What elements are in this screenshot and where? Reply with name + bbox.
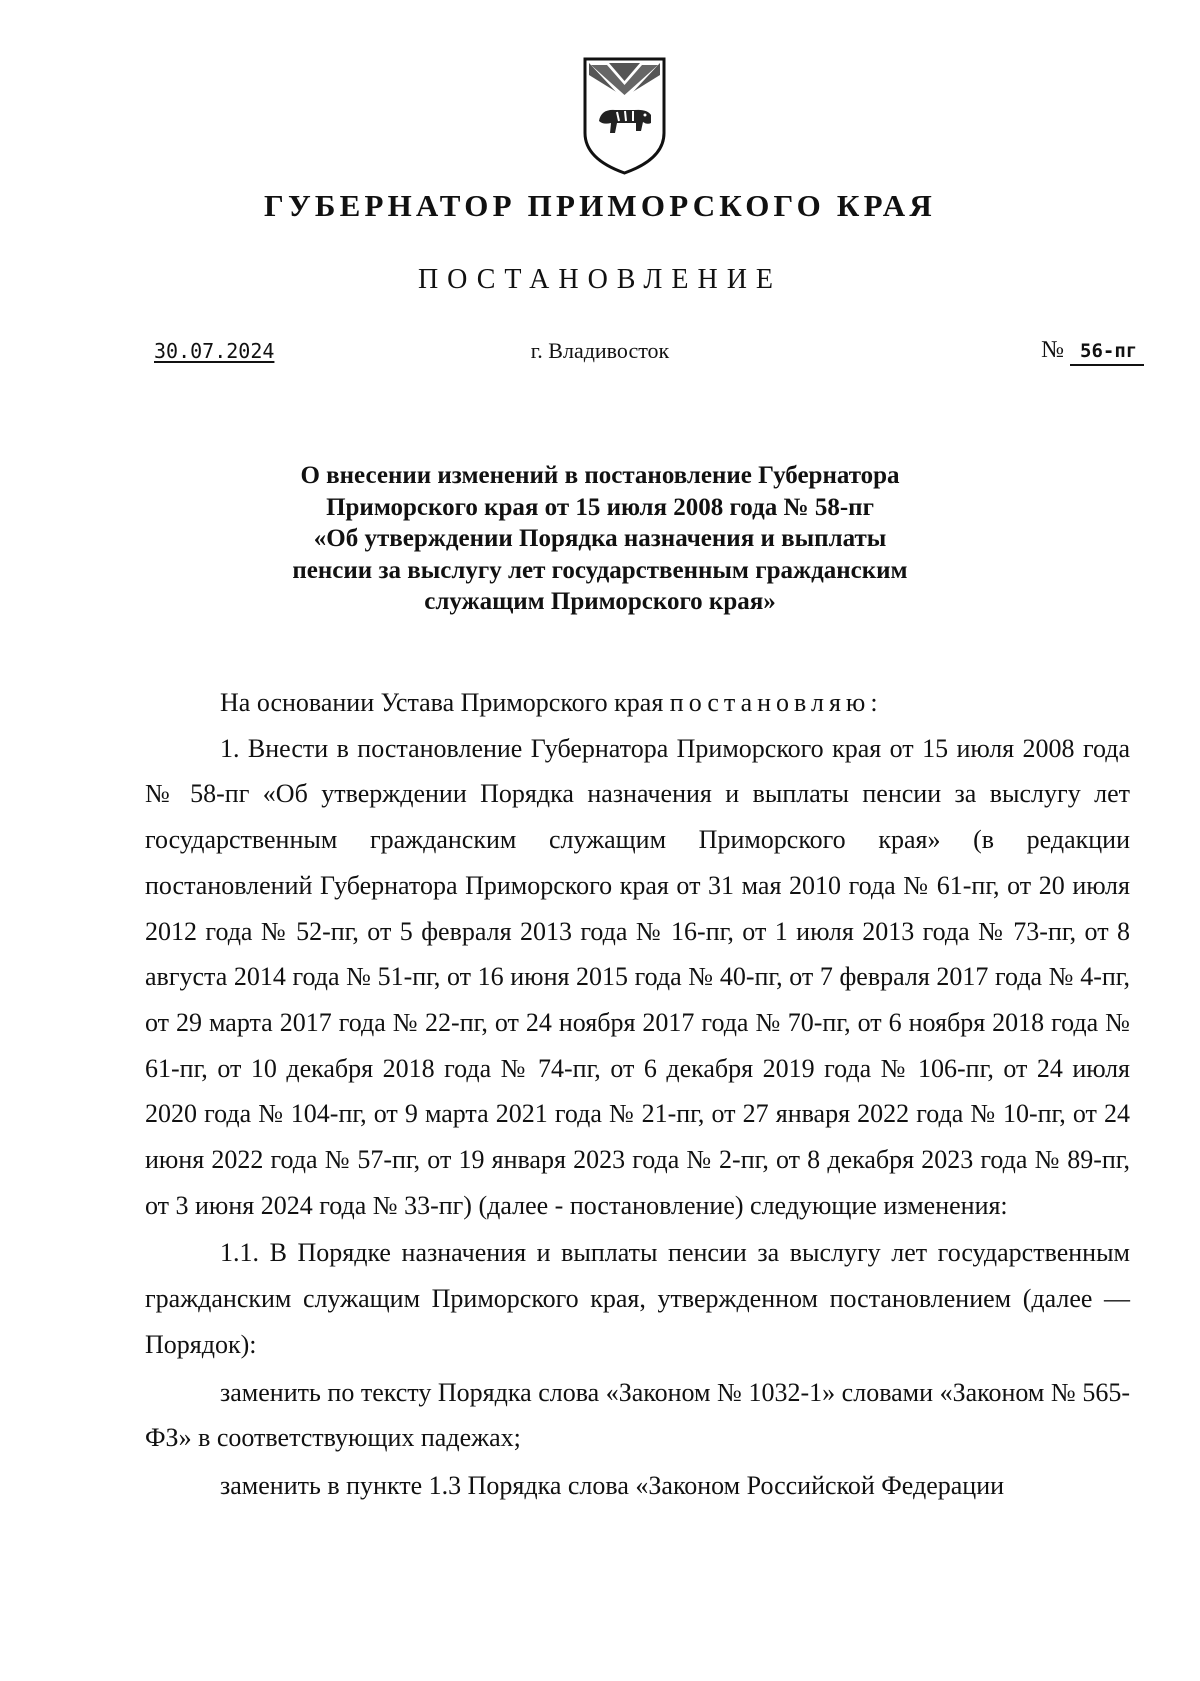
document-city: г. Владивосток [530,338,670,363]
document-type: ПОСТАНОВЛЕНИЕ [417,264,783,295]
paragraph-replace-1: заменить по тексту Порядка слова «Законом № 1032-1» словами «Законом № 565-ФЗ» в соответствующих падежах; [145,1377,1130,1453]
document-body [145,680,1130,1509]
preamble-colon: : [870,688,878,717]
document-date: 30.07.2024 [154,339,275,363]
title-line: служащим Приморского края» [424,588,776,615]
number-sign: № [1041,337,1064,363]
issuer-heading: ГУБЕРНАТОР ПРИМОРСКОГО КРАЯ [264,188,936,223]
resolve-word: постановляю [669,688,871,717]
number-value: 56-пг [1070,338,1144,366]
paragraph-1: 1. Внести в постановление Губернатора Приморского края от 15 июля 2008 года № 58-пг «Об утверждении Порядка назначения и выплаты пенсии за выслугу лет государственным гражданским служащим Приморского края» (в редакции постановлений Губернатора Приморского края от 31 мая 2010 года № 61-пг, от 20 июля 2012 года № 52-пг, от 5 февраля 2013 года № 16-пг, от 1 июля 2013 года № 73-пг, от 8 августа 2014 года № 51-пг, от 16 июня 2015 года № 40-пг, от 7 февраля 2017 года № 4-пг, от 29 марта 2017 года № 22-пг, от 24 ноября 2017 года № 70-пг, от 6 ноября 2018 года № 61-пг, от 10 декабря 2018 года № 74-пг, от 6 декабря 2019 года № 106-пг, от 24 июля 2020 года № 104-пг, от 9 марта 2021 года № 21-пг, от 27 января 2022 года № 10-пг, от 24 июня 2022 года № 57-пг, от 19 января 2023 года № 2-пг, от 8 декабря 2023 года № 89-пг, от 3 июня 2024 года № 33-пг) (далее - постановление) следующие изменения: [145,733,1130,1220]
paragraph-replace-2: заменить в пункте 1.3 Порядка слова «Законом Российской Федерации [220,1470,1005,1500]
coat-of-arms-icon [581,55,668,178]
document-number [1041,334,1144,366]
preamble-text: На основании Устава Приморского края [220,688,670,717]
title-line: «Об утверждении Порядка назначения и выплаты [313,525,887,552]
title-line: О внесении изменений в постановление Губернатора [300,462,900,489]
preamble-paragraph [145,680,1130,726]
paragraph-1-1: 1.1. В Порядке назначения и выплаты пенсии за выслугу лет государственным гражданским служащим Приморского края, утвержденном постановлением (далее — Порядок): [145,1238,1130,1359]
document-title [140,460,1060,618]
title-line: Приморского края от 15 июля 2008 года № 58-пг [326,493,874,521]
title-line: пенсии за выслугу лет государственным гражданским [292,556,908,584]
